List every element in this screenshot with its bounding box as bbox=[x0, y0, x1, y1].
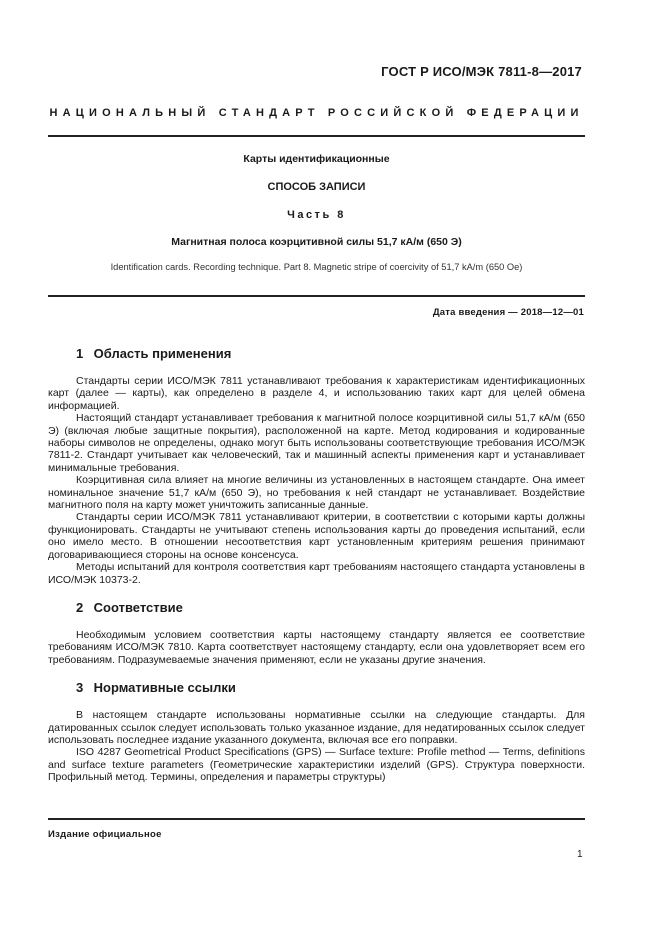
paragraph: В настоящем стандарте использованы нормативные ссылки на следующие стандарты. Для датированных ссылок следует использовать только указанное издание, для недатированных ссылок следует использовать последнее издание указанного документа, включая все его поправки. bbox=[48, 709, 585, 746]
section-heading bbox=[48, 599, 585, 617]
paragraph: Методы испытаний для контроля соответствия карт требованиям настоящего стандарта установлены в ИСО/МЭК 10373-2. bbox=[48, 561, 585, 586]
title-line-1: Карты идентификационные bbox=[243, 153, 390, 165]
section-title: Нормативные ссылки bbox=[93, 680, 236, 696]
title-line-2: СПОСОБ ЗАПИСИ bbox=[267, 181, 366, 193]
footer-rule-divider bbox=[48, 818, 585, 820]
section-title: Область применения bbox=[93, 346, 232, 361]
page-number: 1 bbox=[577, 849, 583, 860]
paragraph: ISO 4287 Geometrical Product Specifications (GPS) — Surface texture: Profile method — Terms, definitions and surface texture parameters (Геометрические характеристики изделий (GPS). Структура поверхности. Профильный метод. Термины, определения и параметры структуры) bbox=[48, 746, 585, 784]
paragraph: Стандарты серии ИСО/МЭК 7811 устанавливают критерии, в соответствии с которыми карты должны функционировать. Стандарты не учитывают степень использования карты до проведения испытаний, если оно имело место. В отношении несоответствия карт установленным критериям решения принимают договаривающиеся стороны на основе консенсуса. bbox=[48, 511, 585, 561]
paragraph: Настоящий стандарт устанавливает требования к магнитной полосе коэрцитивной силы 51,7 кА/м (650 Э) (включая любые защитные покрытия), расположенной на карте. Метод кодирования и кодированные наборы символов не определены, однако могут быть использованы соответствующие требования ИСО/МЭК 7811-2. Стандарт учитывает как человеческий, так и машинный аспекты применения карт и устанавливает минимальные требования. bbox=[48, 412, 585, 474]
title-subject: Магнитная полоса коэрцитивной силы 51,7 кА/м (650 Э) bbox=[171, 236, 462, 248]
title-block bbox=[48, 152, 585, 274]
official-edition-label: Издание официальное bbox=[48, 829, 162, 840]
paragraph: Коэрцитивная сила влияет на многие величины из установленных в настоящем стандарте. Она имеет номинальное значение 51,7 кА/м (650 Э), но требования к ней стандарт не устанавливает. Воздействие магнитного поля на карту может уничтожить записанные данные. bbox=[48, 474, 585, 512]
section-number: 2 bbox=[76, 599, 84, 615]
section-heading bbox=[48, 345, 585, 363]
top-rule-divider bbox=[48, 135, 585, 137]
introduction-date: Дата введения — 2018—12—01 bbox=[432, 307, 584, 318]
english-title: Identification cards. Recording technique. Part 8. Magnetic stripe of coercivity of 51,7 kA/m (650 Oe) bbox=[110, 262, 523, 272]
national-standard-heading: НАЦИОНАЛЬНЫЙ СТАНДАРТ РОССИЙСКОЙ ФЕДЕРАЦИИ bbox=[49, 107, 584, 119]
paragraph: Стандарты серии ИСО/МЭК 7811 устанавливают требования к характеристикам идентификационных карт (далее — карты), как определено в разделе 4, и использованию таких карт для целей обмена информацией. bbox=[48, 375, 585, 412]
document-body bbox=[48, 345, 585, 784]
section-heading bbox=[48, 679, 585, 697]
document-id: ГОСТ Р ИСО/МЭК 7811-8—2017 bbox=[381, 64, 582, 79]
title-part: Часть 8 bbox=[287, 209, 346, 221]
title-rule-divider bbox=[48, 295, 585, 297]
section-title: Соответствие bbox=[93, 599, 183, 615]
paragraph: Необходимым условием соответствия карты настоящему стандарту является ее соответствие требованиям ИСО/МЭК 7810. Карта соответствует настоящему стандарту, если она удовлетворяет всем его требованиям. Подразумеваемые значения применяют, если не указаны другие значения. bbox=[48, 628, 585, 666]
section-number: 1 bbox=[76, 346, 84, 361]
section-number: 3 bbox=[76, 680, 84, 696]
